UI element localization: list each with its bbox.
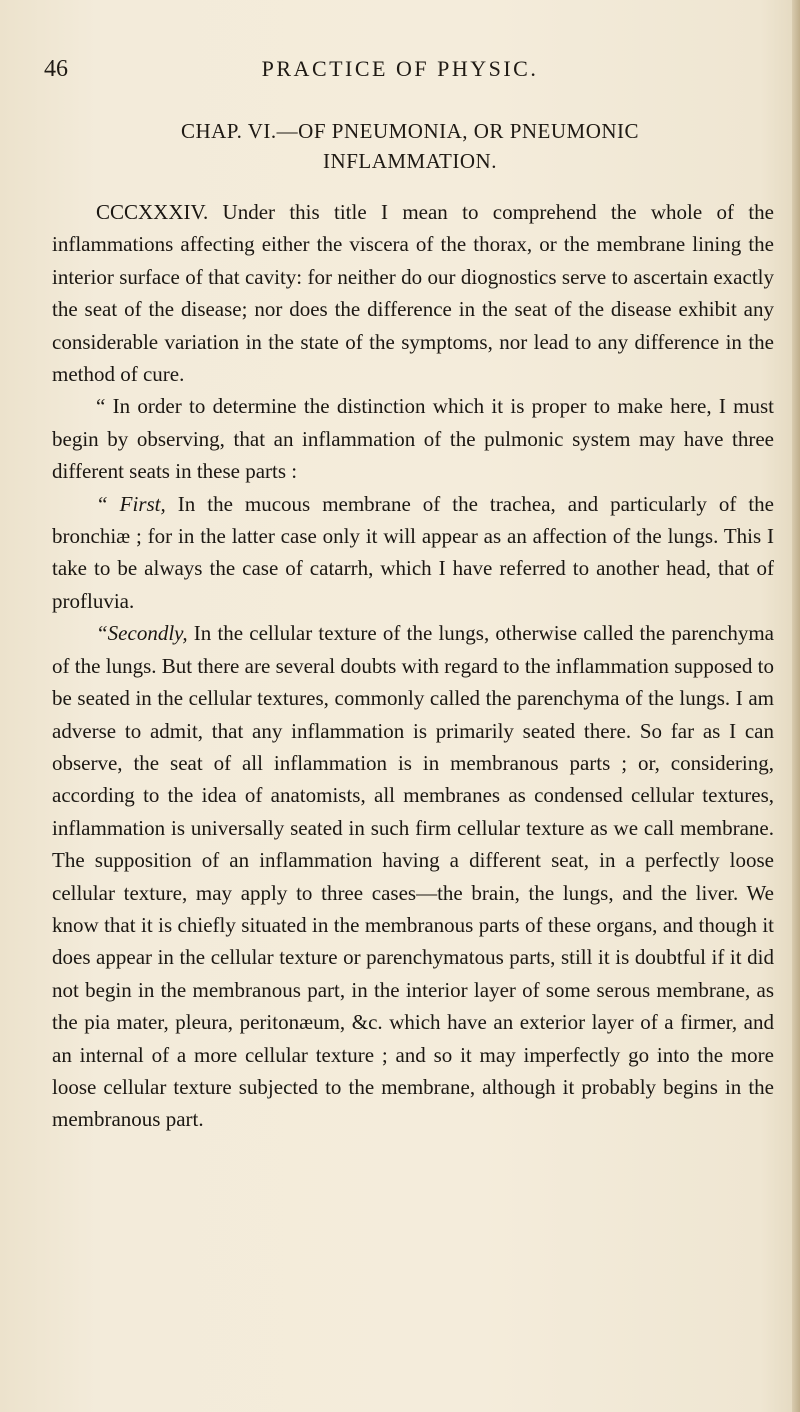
paragraph-first xyxy=(52,488,774,618)
running-head xyxy=(0,56,800,86)
paragraph-secondly xyxy=(52,617,774,1136)
chapter-title-line-1: CHAP. VI.—OF PNEUMONIA, OR PNEUMONIC xyxy=(180,119,640,143)
chapter-heading xyxy=(100,116,720,176)
body-text xyxy=(52,196,774,1136)
paragraph-lead-secondly: “Secondly, xyxy=(96,621,188,646)
page-edge xyxy=(792,0,800,1412)
running-title: PRACTICE OF PHYSIC. xyxy=(261,56,539,81)
paragraph-distinction xyxy=(52,390,774,487)
chapter-title-line-2: INFLAMMATION. xyxy=(323,149,497,173)
paragraph-text: In the cellular texture of the lungs, otherwise called the parenchyma of the lungs. But there are several doubts with regard to the inflammation supposed to be seated in the cellular textures, commonly called the parenchyma of the lungs. I am adverse to admit, that any inflammation is primarily seated there. So far as I can observe, the seat of all inflammation is in membranous parts ; or, considering, according to the idea of anatomists, all membranes as condensed cellular textures, inflammation is universally seated in such firm cellular texture as we call membrane. The supposition of an inflammation having a different seat, in a perfectly loose cellular texture, may apply to three cases—the brain, the lungs, and the liver. We know that it is chiefly situated in the membranous parts of these organs, and though it does appear in the cellular texture or parenchymatous parts, still it is doubtful if it did not begin in the membranous part, in the interior layer of some serous membrane, as the pia mater, pleura, peritonæum, &c. which have an exterior layer of a firmer, and an internal of a more cellular texture ; and so it may imperfectly go into the more loose cellular texture subjected to the membrane, although it probably begins in the membranous part. xyxy=(52,621,774,1132)
paragraph-section-cccxxxiv xyxy=(52,196,774,390)
paragraph-text: In the mucous membrane of the trachea, and particularly of the bronchiæ ; for in the latter case only it will appear as an affection of the lungs. This I take to be always the case of catarrh, which I have referred to another head, that of profluvia. xyxy=(52,491,774,613)
paragraph-lead-first: “ First, xyxy=(96,491,166,516)
page-number: 46 xyxy=(44,56,68,82)
paragraph-text: “ In order to determine the distinction which it is proper to make here, I must begin by observing, that an inflammation of the pulmonic system may have three different seats in these parts : xyxy=(52,394,774,484)
paragraph-text: CCCXXXIV. Under this title I mean to comprehend the whole of the inflammations affecting either the viscera of the thorax, or the membrane lining the interior surface of that cavity: for neither do our diognostics serve to ascertain exactly the seat of the disease; nor does the difference in the seat of the disease exhibit any considerable variation in the state of the symptoms, nor lead to any difference in the method of cure. xyxy=(52,200,774,387)
